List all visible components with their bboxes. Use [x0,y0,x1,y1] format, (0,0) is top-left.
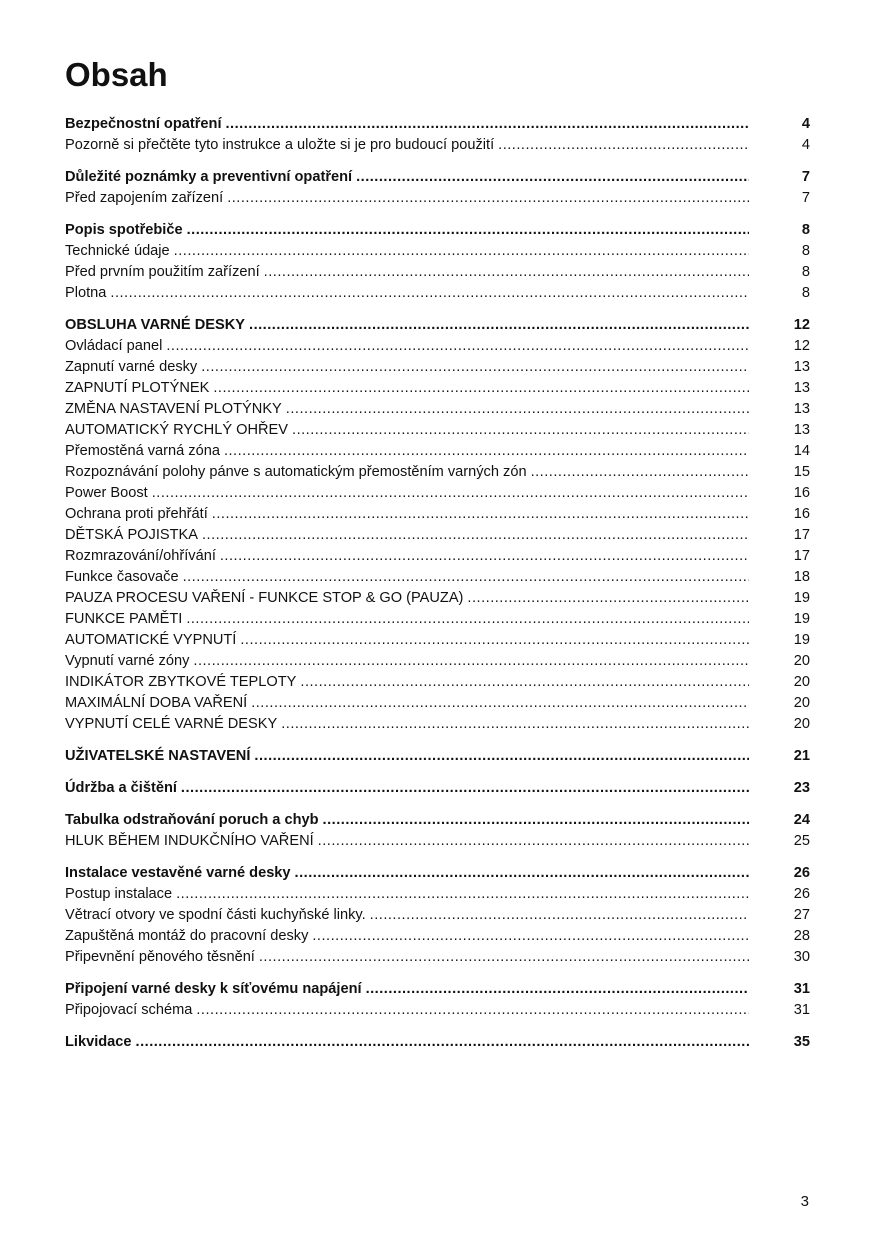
dot-leader [467,588,749,609]
dot-leader [281,714,749,735]
toc-entry-page: 20 [793,695,810,711]
toc-entry[interactable] [65,905,810,926]
toc-entry[interactable] [65,399,810,420]
page-title: Obsah [65,56,168,93]
toc-entry-title: Funkce časovače [65,569,179,585]
dot-leader [370,905,749,926]
toc-entry-page: 25 [793,833,810,849]
dot-leader [249,315,749,336]
dot-leader [181,778,749,799]
toc-entry[interactable] [65,926,810,947]
toc-leader [65,315,749,336]
dot-leader [183,567,749,588]
toc-entry-title: Důležité poznámky a preventivní opatření [65,169,353,185]
toc-entry[interactable] [65,651,810,672]
toc-entry-title: Technické údaje [65,243,170,259]
toc-entry-page: 12 [793,338,810,354]
toc-entry-title: DĚTSKÁ POJISTKA [65,527,198,543]
dot-leader [366,979,749,1000]
toc-entry-page: 17 [793,548,810,564]
toc-entry-page: 4 [801,116,810,132]
dot-leader [176,884,749,905]
toc-entry-title: Ovládací panel [65,338,163,354]
dot-leader [323,810,749,831]
toc-section [65,167,810,209]
toc-entry-title: Plotna [65,285,107,301]
toc-entry-page: 14 [793,443,810,459]
toc-entry[interactable] [65,714,810,735]
toc-entry-title: Power Boost [65,485,148,501]
toc-entry-page: 17 [793,527,810,543]
toc-entry-title: INDIKÁTOR ZBYTKOVÉ TEPLOTY [65,674,297,690]
toc-leader [65,504,749,525]
dot-leader [196,1000,749,1021]
toc-entry[interactable] [65,188,810,209]
toc-heading-entry[interactable] [65,810,810,831]
toc-entry[interactable] [65,420,810,441]
toc-entry-page: 12 [793,317,810,333]
toc-section [65,778,810,799]
toc-entry[interactable] [65,947,810,968]
toc-section [65,863,810,968]
toc-leader [65,188,749,209]
toc-section [65,746,810,767]
toc-entry-page: 30 [793,949,810,965]
toc-entry[interactable] [65,693,810,714]
dot-leader [174,241,749,262]
dot-leader [292,420,749,441]
toc-entry[interactable] [65,504,810,525]
toc-entry-title: Postup instalace [65,886,173,902]
toc-entry-title: ZMĚNA NASTAVENÍ PLOTÝNKY [65,401,282,417]
toc-entry-title: Vypnutí varné zóny [65,653,190,669]
dot-leader [251,693,749,714]
dot-leader [201,357,749,378]
dot-leader [166,336,749,357]
toc-leader [65,1032,749,1053]
toc-entry-page: 13 [793,359,810,375]
toc-entry[interactable] [65,441,810,462]
toc-entry-page: 8 [801,243,810,259]
toc-entry[interactable] [65,630,810,651]
toc-leader [65,630,749,651]
dot-leader [227,188,749,209]
toc-entry[interactable] [65,462,810,483]
toc-entry-page: 16 [793,485,810,501]
toc-leader [65,241,749,262]
toc-entry-page: 35 [793,1034,810,1050]
dot-leader [356,167,749,188]
toc-leader [65,1000,749,1021]
dot-leader [186,609,749,630]
toc-entry-title: Přemostěná varná zóna [65,443,220,459]
toc-heading-entry[interactable] [65,778,810,799]
toc-entry-page: 13 [793,401,810,417]
toc-entry[interactable] [65,567,810,588]
toc-leader [65,262,749,283]
toc-entry-page: 18 [793,569,810,585]
dot-leader [254,746,749,767]
toc-entry-title: MAXIMÁLNÍ DOBA VAŘENÍ [65,695,248,711]
dot-leader [295,863,749,884]
toc-leader [65,420,749,441]
toc-entry-page: 21 [793,748,810,764]
toc-entry-title: Instalace vestavěné varné desky [65,865,291,881]
toc-section [65,810,810,852]
toc-entry-page: 23 [793,780,810,796]
toc-leader [65,525,749,546]
toc-entry-page: 16 [793,506,810,522]
toc-entry-page: 19 [793,611,810,627]
toc-entry-page: 15 [793,464,810,480]
toc-entry-title: PAUZA PROCESU VAŘENÍ - FUNKCE STOP & GO (PAUZA) [65,590,464,606]
toc-entry-title: VYPNUTÍ CELÉ VARNÉ DESKY [65,716,278,732]
table-of-contents [65,114,810,1064]
toc-heading-entry[interactable] [65,979,810,1000]
toc-leader [65,357,749,378]
toc-entry-title: Rozpoznávání polohy pánve s automatickým přemostěním varných zón [65,464,527,480]
dot-leader [300,672,749,693]
toc-entry[interactable] [65,378,810,399]
toc-entry-title: Zapnutí varné desky [65,359,198,375]
dot-leader [193,651,749,672]
toc-entry[interactable] [65,483,810,504]
toc-entry[interactable] [65,588,810,609]
toc-entry-page: 24 [793,812,810,828]
toc-heading-entry[interactable] [65,167,810,188]
toc-entry-title: ZAPNUTÍ PLOTÝNEK [65,380,210,396]
dot-leader [152,483,749,504]
toc-leader [65,714,749,735]
toc-entry-title: Připojovací schéma [65,1002,193,1018]
toc-leader [65,884,749,905]
toc-entry-page: 20 [793,716,810,732]
toc-leader [65,831,749,852]
toc-leader [65,778,749,799]
toc-entry-title: Pozorně si přečtěte tyto instrukce a uložte si je pro budoucí použití [65,137,495,153]
toc-entry[interactable] [65,831,810,852]
toc-entry[interactable] [65,525,810,546]
toc-entry-page: 4 [801,137,810,153]
toc-leader [65,567,749,588]
toc-leader [65,588,749,609]
toc-leader [65,693,749,714]
dot-leader [224,441,749,462]
dot-leader [212,504,749,525]
toc-leader [65,336,749,357]
toc-entry-page: 20 [793,653,810,669]
dot-leader [187,220,749,241]
toc-entry-page: 8 [801,264,810,280]
toc-heading-entry[interactable] [65,315,810,336]
toc-entry-page: 31 [793,1002,810,1018]
dot-leader [220,546,749,567]
toc-entry-title: Rozmrazování/ohřívání [65,548,216,564]
toc-entry-title: UŽIVATELSKÉ NASTAVENÍ [65,748,251,764]
toc-entry[interactable] [65,336,810,357]
toc-heading-entry[interactable] [65,863,810,884]
toc-entry-title: AUTOMATICKÉ VYPNUTÍ [65,632,237,648]
toc-entry[interactable] [65,135,810,156]
toc-section [65,979,810,1021]
toc-leader [65,483,749,504]
toc-entry-page: 7 [801,190,810,206]
toc-entry-title: Likvidace [65,1034,132,1050]
toc-entry[interactable] [65,672,810,693]
toc-leader [65,441,749,462]
dot-leader [531,462,749,483]
dot-leader [213,378,749,399]
toc-entry-title: Před prvním použitím zařízení [65,264,260,280]
toc-leader [65,863,749,884]
toc-leader [65,546,749,567]
toc-leader [65,651,749,672]
toc-leader [65,283,749,304]
toc-entry-page: 27 [793,907,810,923]
toc-entry-page: 19 [793,632,810,648]
toc-leader [65,979,749,1000]
toc-entry[interactable] [65,357,810,378]
dot-leader [226,114,750,135]
toc-entry-page: 13 [793,422,810,438]
toc-entry[interactable] [65,609,810,630]
toc-entry-page: 19 [793,590,810,606]
toc-leader [65,926,749,947]
toc-leader [65,810,749,831]
toc-leader [65,220,749,241]
toc-entry[interactable] [65,262,810,283]
toc-entry-title: Připevnění pěnového těsnění [65,949,255,965]
toc-entry-page: 31 [793,981,810,997]
toc-entry-page: 8 [801,222,810,238]
toc-entry-page: 26 [793,886,810,902]
toc-leader [65,462,749,483]
toc-entry-title: Zapuštěná montáž do pracovní desky [65,928,309,944]
toc-entry-title: Před zapojením zařízení [65,190,224,206]
toc-entry-page: 8 [801,285,810,301]
toc-heading-entry[interactable] [65,746,810,767]
dot-leader [318,831,749,852]
dot-leader [498,135,749,156]
toc-leader [65,114,749,135]
toc-section [65,1032,810,1053]
toc-entry-title: AUTOMATICKÝ RYCHLÝ OHŘEV [65,422,289,438]
toc-entry-title: OBSLUHA VARNÉ DESKY [65,317,246,333]
dot-leader [286,399,749,420]
toc-entry-title: Tabulka odstraňování poruch a chyb [65,812,319,828]
toc-heading-entry[interactable] [65,1032,810,1053]
toc-entry-page: 26 [793,865,810,881]
toc-entry-title: HLUK BĚHEM INDUKČNÍHO VAŘENÍ [65,833,314,849]
dot-leader [259,947,749,968]
toc-heading-entry[interactable] [65,220,810,241]
toc-leader [65,135,749,156]
toc-leader [65,947,749,968]
page-number: 3 [800,1193,809,1210]
dot-leader [136,1032,749,1053]
toc-entry-title: Bezpečnostní opatření [65,116,222,132]
toc-entry[interactable] [65,1000,810,1021]
toc-entry-title: FUNKCE PAMĚTI [65,611,183,627]
toc-leader [65,746,749,767]
dot-leader [312,926,749,947]
toc-entry-page: 7 [801,169,810,185]
dot-leader [110,283,749,304]
toc-leader [65,672,749,693]
dot-leader [264,262,749,283]
toc-heading-entry[interactable] [65,114,810,135]
toc-entry[interactable] [65,884,810,905]
toc-entry-page: 28 [793,928,810,944]
toc-entry-page: 13 [793,380,810,396]
toc-entry[interactable] [65,241,810,262]
toc-leader [65,609,749,630]
toc-leader [65,905,749,926]
toc-entry-title: Větrací otvory ve spodní části kuchyňské linky. [65,907,366,923]
toc-leader [65,399,749,420]
dot-leader [240,630,749,651]
toc-section [65,220,810,304]
toc-leader [65,378,749,399]
toc-entry[interactable] [65,283,810,304]
dot-leader [202,525,749,546]
toc-section [65,114,810,156]
toc-entry-page: 20 [793,674,810,690]
toc-entry-title: Popis spotřebiče [65,222,183,238]
toc-entry-title: Připojení varné desky k síťovému napájení [65,981,362,997]
toc-entry-title: Údržba a čištění [65,780,177,796]
toc-entry[interactable] [65,546,810,567]
toc-entry-title: Ochrana proti přehřátí [65,506,208,522]
toc-leader [65,167,749,188]
toc-section [65,315,810,735]
